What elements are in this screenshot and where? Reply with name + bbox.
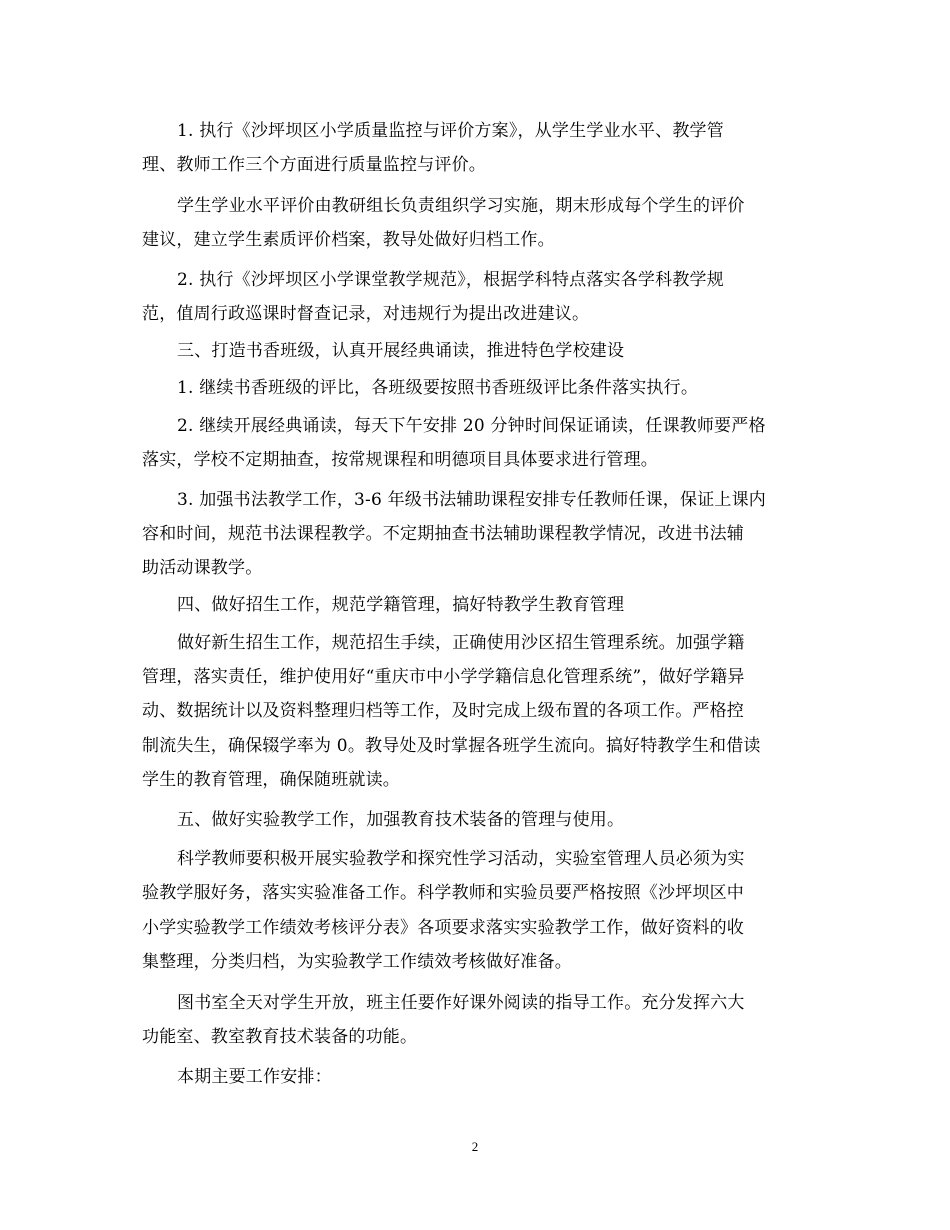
text-line: 2. 继续开展经典诵读，每天下午安排 20 分钟时间保证诵读，任课教师要严格	[177, 416, 766, 436]
section-heading: 四、做好招生工作，规范学籍管理，搞好特教学生教育管理	[177, 595, 625, 615]
text-line: 范，值周行政巡课时督查记录，对违规行为提出改进建议。	[142, 304, 590, 324]
section-heading: 三、打造书香班级，认真开展经典诵读，推进特色学校建设	[177, 341, 625, 361]
text-line: 学生的教育管理，确保随班就读。	[142, 770, 400, 790]
text-line: 助活动课教学。	[142, 558, 263, 578]
page-number: 2	[471, 1139, 479, 1154]
text-line: 本期主要工作安排：	[177, 1067, 332, 1087]
text-line: 管理，落实责任，维护使用好“重庆市中小学学籍信息化管理系统”，做好学籍异	[142, 667, 745, 687]
text-line: 2. 执行《沙坪坝区小学课堂教学规范》，根据学科特点落实各学科教学规	[177, 270, 724, 290]
text-line: 制流失生，确保辍学率为 0。教导处及时掌握各班学生流向。搞好特教学生和借读	[142, 736, 761, 756]
text-line: 验教学服好务，落实实验准备工作。科学教师和实验员要严格按照《沙坪坝区中	[142, 883, 744, 903]
text-line: 做好新生招生工作，规范招生手续，正确使用沙区招生管理系统。加强学籍	[177, 633, 745, 653]
text-line: 功能室、教室教育技术装备的功能。	[142, 1027, 418, 1047]
text-line: 1. 继续书香班级的评比，各班级要按照书香班级评比条件落实执行。	[177, 378, 699, 398]
text-line: 图书室全天对学生开放，班主任要作好课外阅读的指导工作。充分发挥六大	[177, 993, 745, 1013]
text-line: 动、数据统计以及资料整理归档等工作，及时完成上级布置的各项工作。严格控	[142, 701, 744, 721]
text-line: 落实，学校不定期抽查，按常规课程和明德项目具体要求进行管理。	[142, 450, 658, 470]
section-heading: 五、做好实验教学工作，加强教育技术装备的管理与使用。	[177, 810, 625, 830]
text-line: 3. 加强书法教学工作，3-6 年级书法辅助课程安排专任教师任课，保证上课内	[177, 490, 767, 510]
text-line: 集整理，分类归档，为实验教学工作绩效考核做好准备。	[142, 952, 572, 972]
text-line: 1. 执行《沙坪坝区小学质量监控与评价方案》，从学生学业水平、教学管	[177, 121, 724, 141]
text-line: 小学实验教学工作绩效考核评分表》各项要求落实实验教学工作，做好资料的收	[142, 918, 744, 938]
text-line: 容和时间，规范书法课程教学。不定期抽查书法辅助课程教学情况，改进书法辅	[142, 524, 744, 544]
text-line: 学生学业水平评价由教研组长负责组织学习实施，期末形成每个学生的评价	[177, 196, 745, 216]
text-line: 理、教师工作三个方面进行质量监控与评价。	[142, 155, 486, 175]
text-line: 科学教师要积极开展实验教学和探究性学习活动，实验室管理人员必须为实	[177, 849, 745, 869]
text-line: 建议，建立学生素质评价档案，教导处做好归档工作。	[142, 230, 555, 250]
